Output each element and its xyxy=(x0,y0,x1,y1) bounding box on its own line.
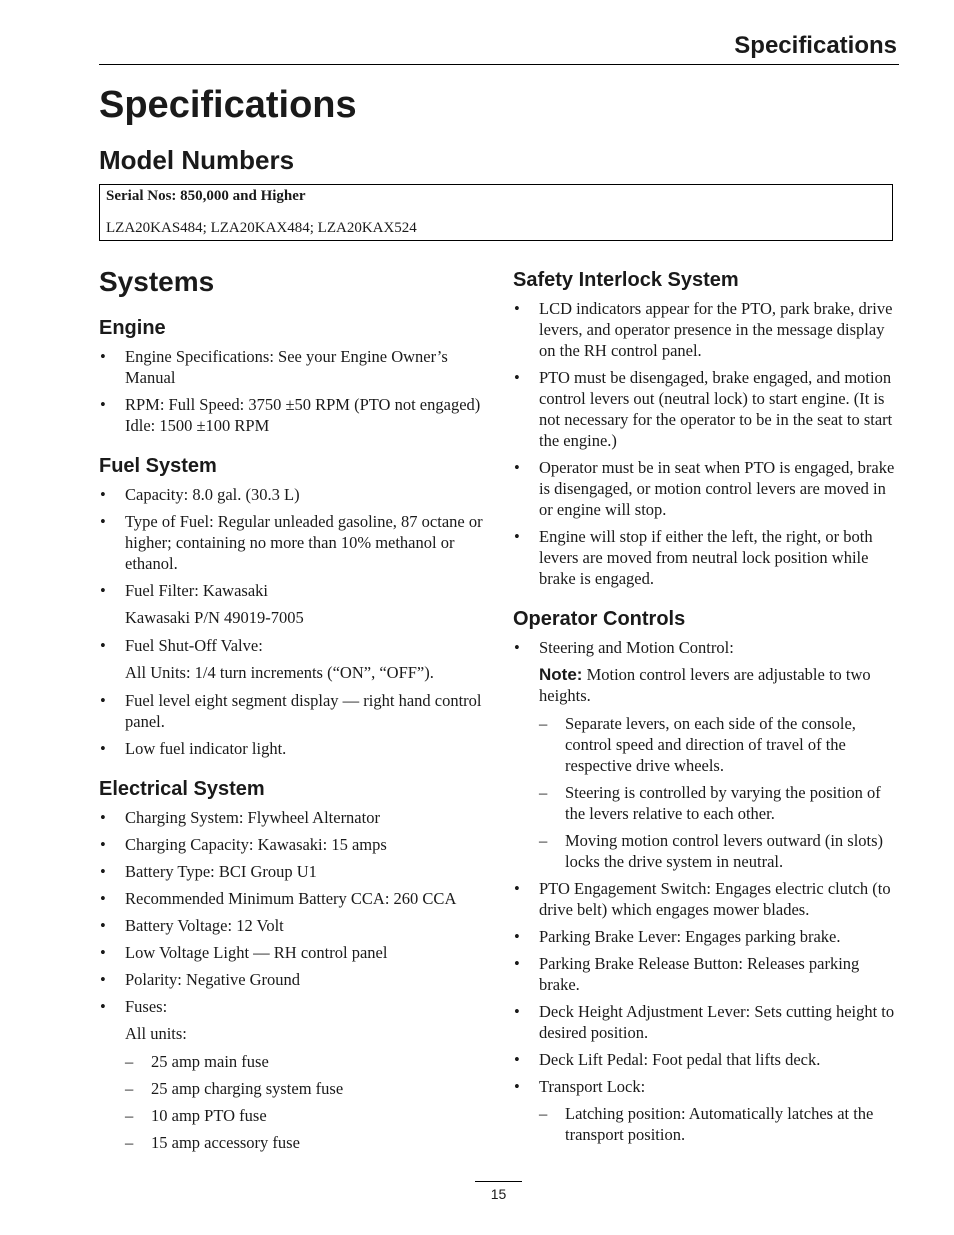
list-item: • Deck Lift Pedal: Foot pedal that lifts deck. xyxy=(513,1049,901,1070)
list-item: • Low fuel indicator light. xyxy=(99,738,491,759)
serial-numbers: Serial Nos: 850,000 and Higher xyxy=(106,188,306,204)
operator-controls-heading: Operator Controls xyxy=(513,608,686,630)
list-item: • Fuel Shut-Off Valve: xyxy=(99,635,491,656)
model-numbers-heading: Model Numbers xyxy=(99,145,295,175)
list-item: • RPM: Full Speed: 3750 ±50 RPM (PTO not engaged) Idle: 1500 ±100 RPM xyxy=(99,394,491,436)
list-item-continuation: All Units: 1/4 turn increments (“ON”, “OFF”). xyxy=(125,663,434,682)
model-numbers-table xyxy=(99,184,893,241)
note-label: Note: xyxy=(539,665,583,684)
footer-rule xyxy=(475,1181,522,1182)
list-item: • Parking Brake Release Button: Releases parking brake. xyxy=(513,953,901,995)
list-item: • Engine Specifications: See your Engine Owner’s Manual xyxy=(99,346,491,388)
fuel-system-list xyxy=(99,484,491,759)
running-header: Specifications xyxy=(734,32,897,59)
list-item: • PTO Engagement Switch: Engages electric clutch (to drive belt) which engages mower blades. xyxy=(513,878,901,920)
list-item: • Battery Type: BCI Group U1 xyxy=(99,861,491,882)
list-item-continuation: Kawasaki P/N 49019-7005 xyxy=(125,608,304,627)
sub-list-item: – Latching position: Automatically latches at the transport position. xyxy=(513,1103,901,1145)
list-item: • Fuel level eight segment display — right hand control panel. xyxy=(99,690,491,732)
list-item: • Fuses: xyxy=(99,996,491,1017)
note-text: Motion control levers are adjustable to two heights. xyxy=(539,665,871,705)
right-column xyxy=(513,268,901,1163)
header-rule xyxy=(99,64,899,65)
list-item: • Engine will stop if either the left, the right, or both levers are moved from neutral lock position while brake is engaged. xyxy=(513,526,901,589)
sub-list-item: – 10 amp PTO fuse xyxy=(99,1105,491,1126)
list-item-continuation: All units: xyxy=(125,1024,187,1043)
list-item: • Transport Lock: xyxy=(513,1076,901,1097)
list-item: • Battery Voltage: 12 Volt xyxy=(99,915,491,936)
electrical-system-list xyxy=(99,807,491,1153)
list-item: • Type of Fuel: Regular unleaded gasoline, 87 octane or higher; containing no more than 10% methanol or ethanol. xyxy=(99,511,491,574)
page-title: Specifications xyxy=(99,84,357,126)
engine-list xyxy=(99,346,491,436)
list-item: • Steering and Motion Control: xyxy=(513,637,901,658)
page-number: 15 xyxy=(490,1186,507,1202)
left-column xyxy=(99,262,491,1171)
list-item: • Fuel Filter: Kawasaki xyxy=(99,580,491,601)
electrical-system-heading: Electrical System xyxy=(99,778,265,800)
note xyxy=(513,664,901,706)
safety-interlock-list xyxy=(513,298,901,589)
list-item: • Charging Capacity: Kawasaki: 15 amps xyxy=(99,834,491,855)
sub-list-item: – Separate levers, on each side of the console, control speed and direction of travel of the respective drive wheels. xyxy=(513,713,901,776)
sub-list-item: – Steering is controlled by varying the position of the levers relative to each other. xyxy=(513,782,901,824)
sub-list-item: – Moving motion control levers outward (in slots) locks the drive system in neutral. xyxy=(513,830,901,872)
list-item: • Deck Height Adjustment Lever: Sets cutting height to desired position. xyxy=(513,1001,901,1043)
list-item: • Parking Brake Lever: Engages parking brake. xyxy=(513,926,901,947)
list-item: • LCD indicators appear for the PTO, park brake, drive levers, and operator presence in the message display on the RH control panel. xyxy=(513,298,901,361)
model-list: LZA20KAS484; LZA20KAX484; LZA20KAX524 xyxy=(106,220,417,236)
engine-heading: Engine xyxy=(99,317,166,339)
sub-list-item: – 25 amp charging system fuse xyxy=(99,1078,491,1099)
safety-interlock-heading: Safety Interlock System xyxy=(513,269,739,291)
systems-heading: Systems xyxy=(99,266,215,297)
fuel-system-heading: Fuel System xyxy=(99,455,217,477)
list-item: • Capacity: 8.0 gal. (30.3 L) xyxy=(99,484,491,505)
list-item: • Operator must be in seat when PTO is engaged, brake is disengaged, or motion control levers are moved in or engine will stop. xyxy=(513,457,901,520)
operator-controls-list xyxy=(513,637,901,1145)
list-item: • PTO must be disengaged, brake engaged, and motion control levers out (neutral lock) to start engine. (It is not necessary for the operator to be in the seat to start the engine.) xyxy=(513,367,901,451)
sub-list-item: – 25 amp main fuse xyxy=(99,1051,491,1072)
sub-list-item: – 15 amp accessory fuse xyxy=(99,1132,491,1153)
list-item: • Polarity: Negative Ground xyxy=(99,969,491,990)
list-item: • Charging System: Flywheel Alternator xyxy=(99,807,491,828)
list-item: • Low Voltage Light — RH control panel xyxy=(99,942,491,963)
list-item: • Recommended Minimum Battery CCA: 260 CCA xyxy=(99,888,491,909)
